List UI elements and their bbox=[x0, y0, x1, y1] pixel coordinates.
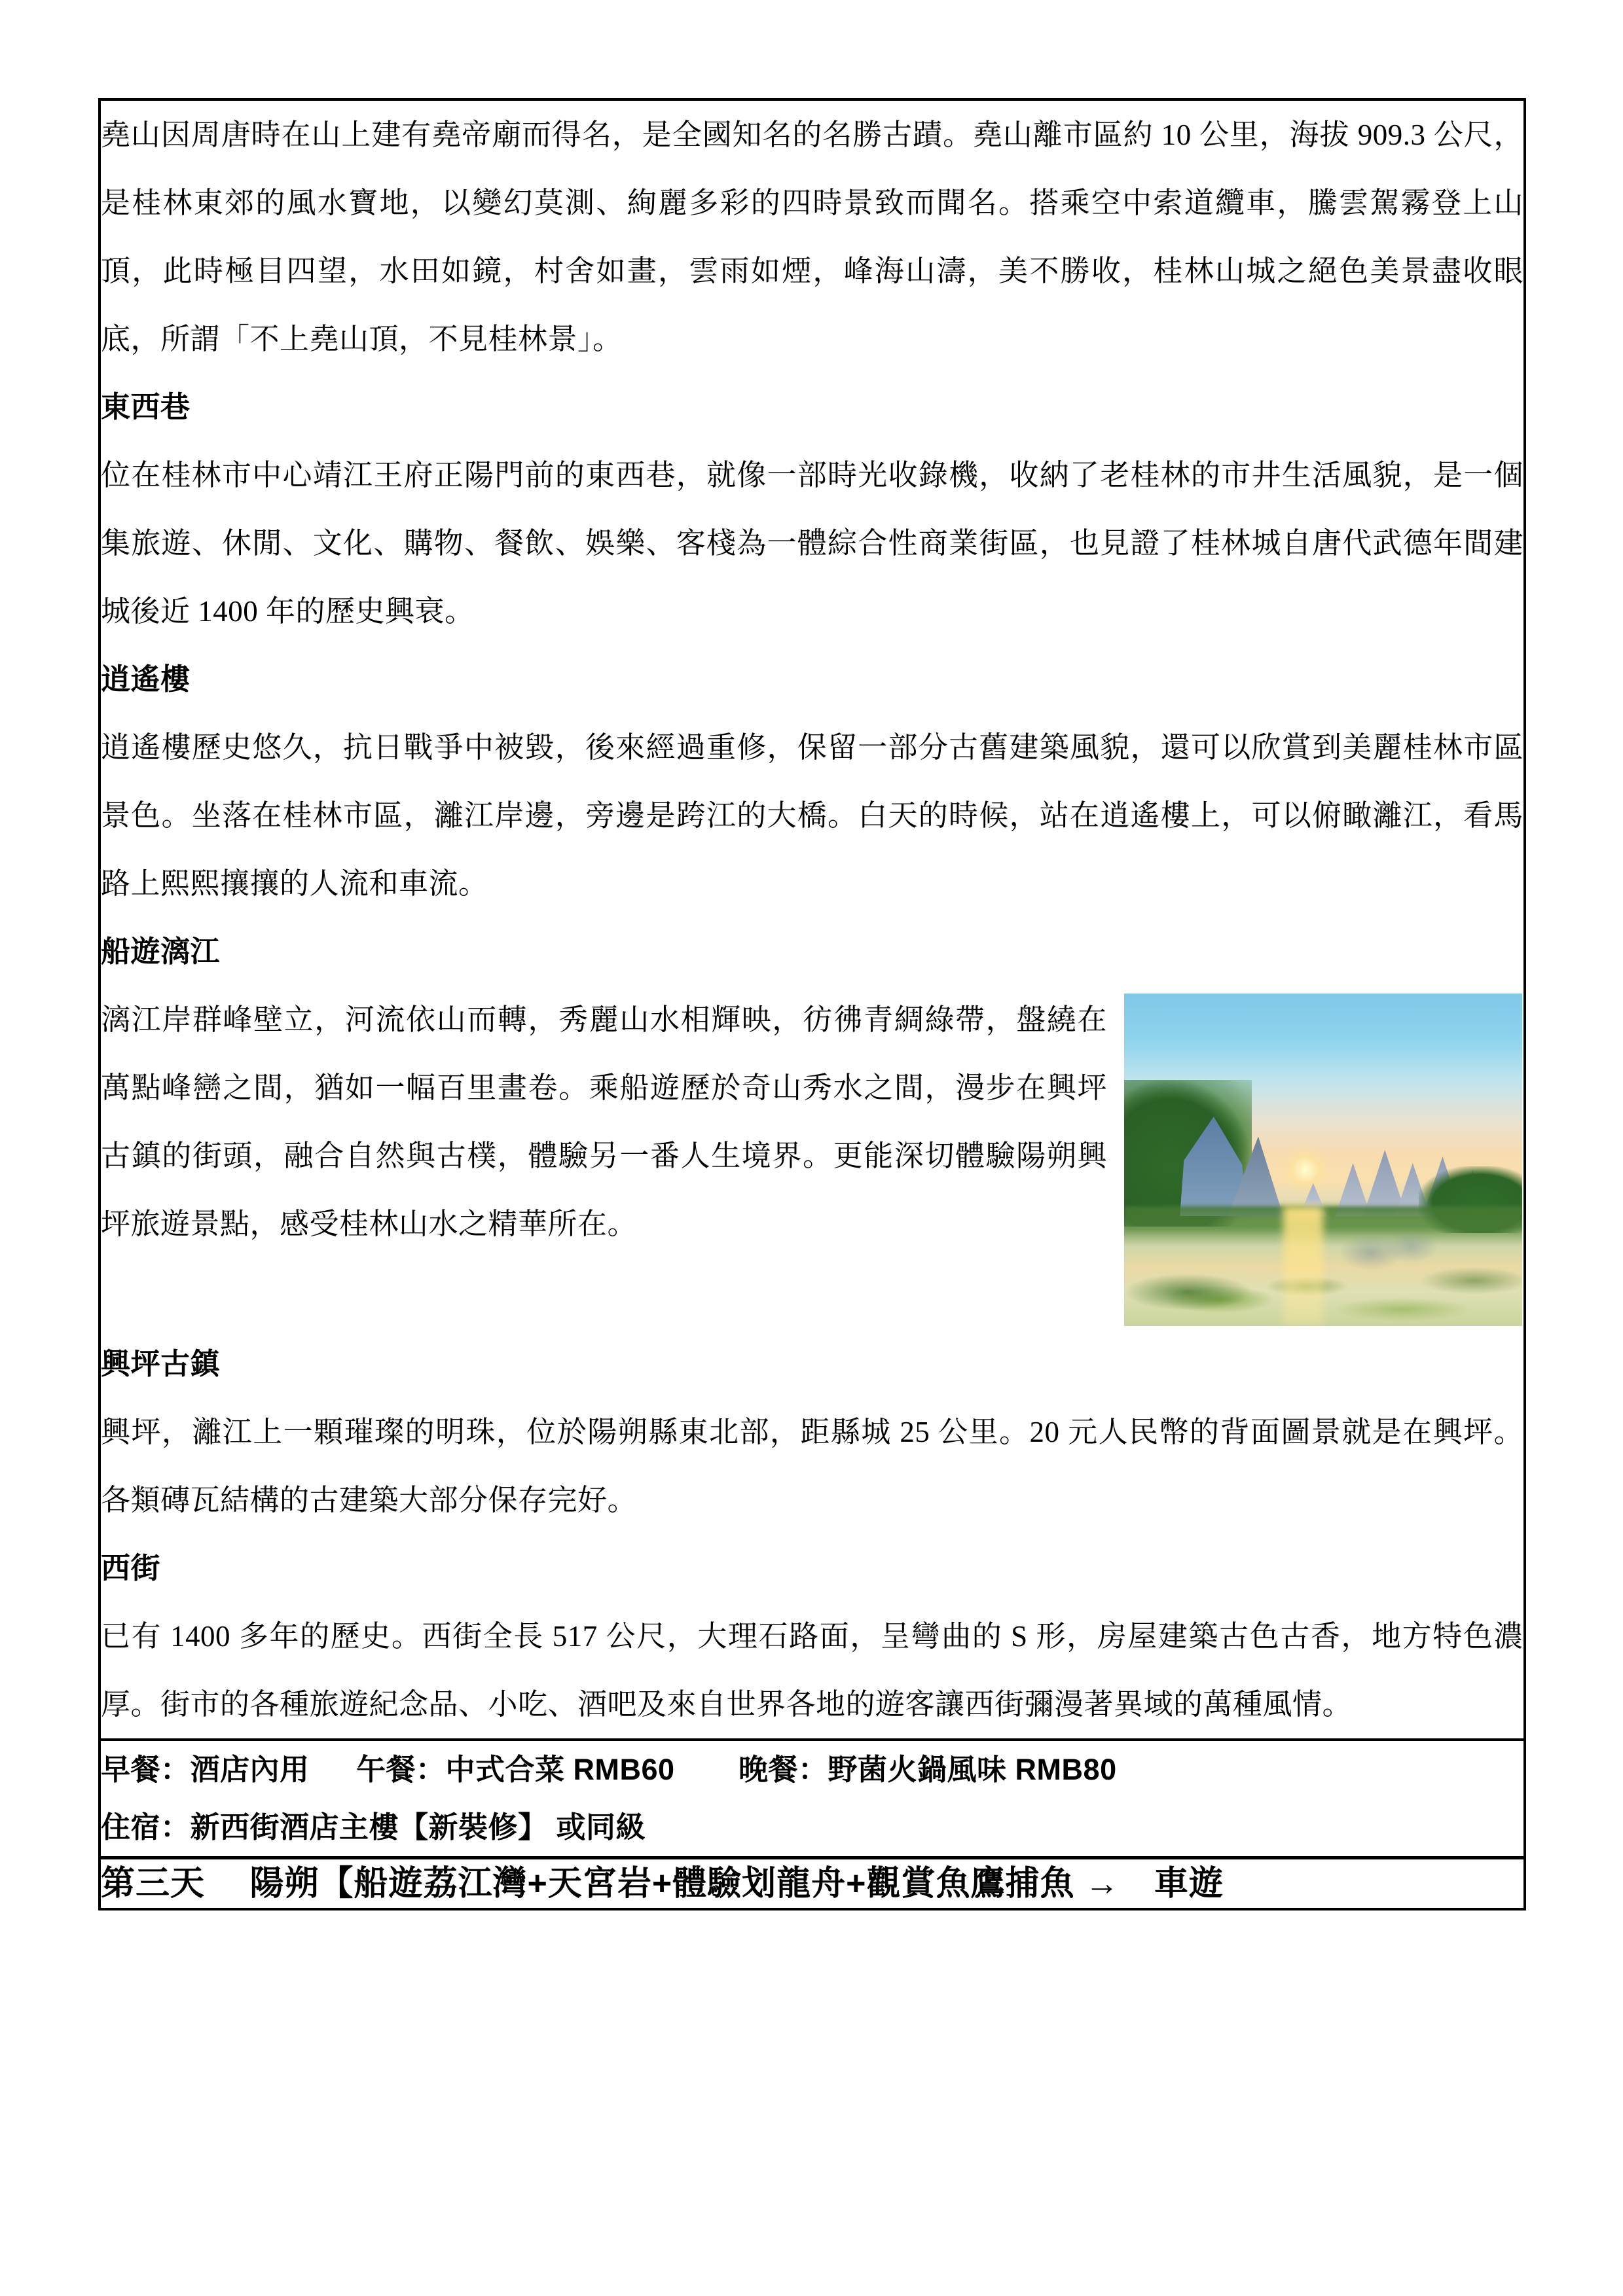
section-heading-xiaoyaolou: 逍遙樓 bbox=[101, 662, 191, 696]
paragraph-xijie: 已有 1400 多年的歷史。西街全長 517 公尺，大理石路面，呈彎曲的 S 形，房屋建築古色古香，地方特色濃厚。街市的各種旅遊紀念品、小吃、酒吧及來自世界各地的遊客讓西街彌漫著異域的萬種風情。 bbox=[101, 1620, 1523, 1721]
section-heading-dongxixiang: 東西巷 bbox=[101, 390, 191, 423]
table-row-day-header bbox=[100, 1858, 1525, 1910]
paragraph-yaoshan: 堯山因周唐時在山上建有堯帝廟而得名，是全國知名的名勝古蹟。堯山離市區約 10 公里，海拔 909.3 公尺，是桂林東郊的風水寶地，以變幻莫測、絢麗多彩的四時景致而聞名。搭乘空中索道纜車，騰雲駕霧登上山頂，此時極目四望，水田如鏡，村舍如畫，雲雨如煙，峰海山濤，美不勝收，桂林山城之絕色美景盡收眼底，所謂「不上堯山頂，不見桂林景」。 bbox=[101, 118, 1523, 355]
accommodation-line: 住宿：新西街酒店主樓【新裝修】 或同級 bbox=[101, 1810, 646, 1844]
water-reflection bbox=[1124, 1213, 1522, 1326]
itinerary-table bbox=[98, 98, 1526, 1910]
photo-canvas bbox=[1124, 994, 1522, 1326]
table-row-content bbox=[100, 99, 1525, 1740]
section-xiaoyaolou bbox=[101, 645, 1523, 918]
section-dongxixiang bbox=[101, 373, 1523, 645]
day-header-cell bbox=[100, 1858, 1525, 1910]
section-xingping bbox=[101, 1330, 1523, 1534]
paragraph-dongxixiang: 位在桂林市中心靖江王府正陽門前的東西巷，就像一部時光收錄機，收納了老桂林的市井生活風貌，是一個集旅遊、休閒、文化、購物、餐飲、娛樂、客棧為一體綜合性商業街區，也見證了桂林城自唐代武德年間建城後近 1400 年的歷史興衰。 bbox=[101, 459, 1523, 628]
section-heading-lijiang-cruise: 船遊漓江 bbox=[101, 935, 221, 968]
section-heading-xijie: 西街 bbox=[101, 1551, 161, 1585]
meals-line: 早餐：酒店內用 午餐：中式合菜 RMB60 晚餐：野菌火鍋風味 RMB80 bbox=[101, 1753, 1117, 1786]
table-row-meals bbox=[100, 1740, 1525, 1858]
section-lijiang-cruise bbox=[101, 918, 1523, 1330]
section-yaoshan bbox=[101, 101, 1523, 373]
day-header-text: 第三天 陽朔【船遊荔江灣+天宮岩+體驗划龍舟+觀賞魚鷹捕魚 → 車遊 bbox=[101, 1865, 1224, 1903]
section-heading-xingping: 興坪古鎮 bbox=[101, 1347, 221, 1380]
paragraph-xiaoyaolou: 逍遙樓歷史悠久，抗日戰爭中被毀，後來經過重修，保留一部分古舊建築風貌，還可以欣賞到美麗桂林市區景色。坐落在桂林市區，灕江岸邊，旁邊是跨江的大橋。白天的時候，站在逍遙樓上，可以俯瞰灕江，看馬路上熙熙攘攘的人流和車流。 bbox=[101, 731, 1523, 900]
li-river-sunset-photo bbox=[1124, 994, 1522, 1326]
meals-cell bbox=[100, 1740, 1525, 1858]
paragraph-lijiang-cruise: 漓江岸群峰壁立，河流依山而轉，秀麗山水相輝映，彷彿青綢綠帶，盤繞在萬點峰巒之間，猶如一幅百里畫卷。乘船遊歷於奇山秀水之間，漫步在興坪古鎮的街頭，融合自然與古樸，體驗另一番人生境界。更能深切體驗陽朔興坪旅遊景點，感受桂林山水之精華所在。 bbox=[101, 1003, 1107, 1240]
content-cell bbox=[100, 99, 1525, 1740]
paragraph-xingping: 興坪，灕江上一顆璀璨的明珠，位於陽朔縣東北部，距縣城 25 公里。20 元人民幣的背面圖景就是在興坪。各類磚瓦結構的古建築大部分保存完好。 bbox=[101, 1416, 1523, 1516]
section-xijie bbox=[101, 1534, 1523, 1738]
